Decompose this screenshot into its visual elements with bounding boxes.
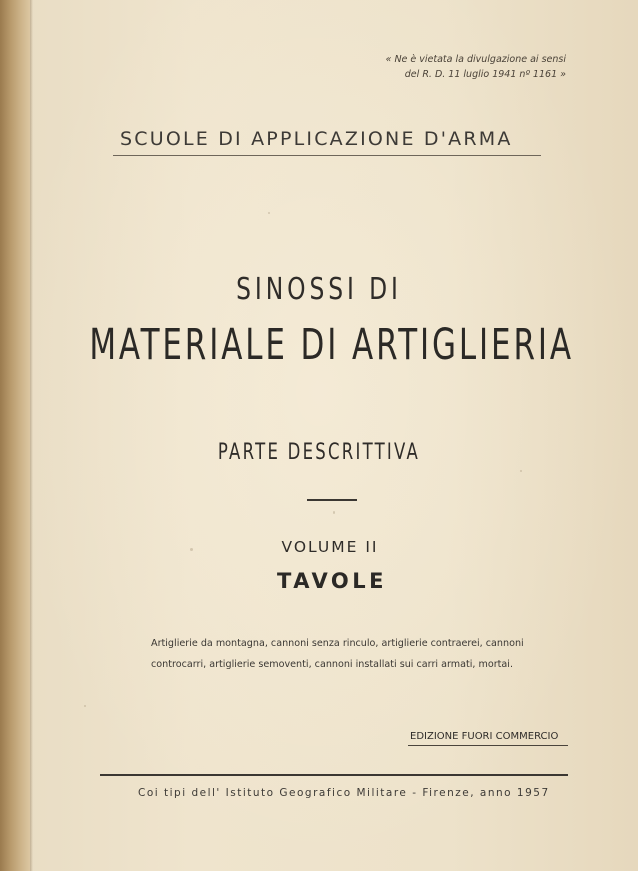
paper-speck	[84, 705, 86, 707]
book-spine	[0, 0, 30, 871]
title-line-2: MATERIALE DI ARTIGLIERIA	[89, 320, 574, 370]
volume-title: TAVOLE	[277, 569, 387, 593]
volume-number: VOLUME II	[281, 538, 379, 556]
subtitle: PARTE DESCRITTIVA	[217, 440, 421, 465]
school-underline	[113, 155, 541, 156]
paper-speck	[520, 470, 522, 472]
description-line-2: controcarri, artiglierie semoventi, cannoni installati sui carri armati, mortai.	[151, 659, 514, 670]
contents-description	[151, 633, 551, 675]
paper-speck	[333, 511, 335, 514]
legal-notice	[306, 52, 566, 82]
paper-speck	[190, 548, 193, 551]
description-line-1: Artiglierie da montagna, cannoni senza rinculo, artiglierie contraerei, cannoni	[151, 638, 524, 649]
edition-label: EDIZIONE FUORI COMMERCIO	[410, 731, 559, 742]
school-heading: SCUOLE DI APPLICAZIONE D'ARMA	[120, 128, 513, 150]
divider-rule	[307, 499, 357, 501]
legal-notice-line-2: del R. D. 11 luglio 1941 nº 1161 »	[404, 69, 566, 80]
paper-speck	[268, 212, 270, 214]
legal-notice-line-1: « Ne è vietata la divulgazione ai sensi	[385, 54, 566, 65]
imprint-rule	[100, 774, 568, 776]
publisher-imprint: Coi tipi dell' Istituto Geografico Militare - Firenze, anno 1957	[138, 787, 550, 799]
spine-shadow	[30, 0, 33, 871]
edition-underline	[408, 745, 568, 746]
title-line-1: SINOSSI DI	[236, 272, 402, 307]
